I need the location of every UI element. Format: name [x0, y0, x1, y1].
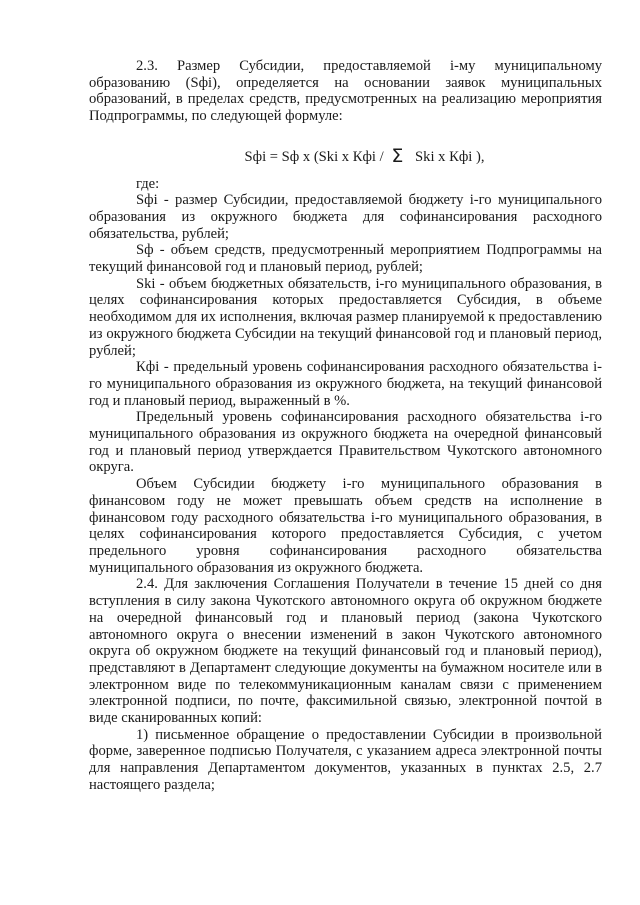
subsidy-formula [89, 144, 602, 167]
paragraph-volume: Объем Субсидии бюджету i-го муниципального образования в финансовом году не может превышать объем средств на исполнение в финансовом году расходного обязательства i-го муниципального образования, в целях софинансирования которого предоставляется Субсидия, с учетом предельного уровня софинансирования расходного обязательства муниципального образования из окружного бюджета. [89, 476, 602, 576]
definition-ski: Ski - объем бюджетных обязательств, i-го муниципального образования, в целях софинансирования которых предоставляется Субсидия, в объеме необходимом для их исполнения, включая размер планируемой к предоставлению из окружного бюджета Субсидии на текущий финансовой год и плановый период, рублей; [89, 275, 602, 359]
definition-sf: Sф - объем средств, предусмотренный мероприятием Подпрограммы на текущий финансовой год и плановый период, рублей; [89, 242, 602, 276]
paragraph-2-3: 2.3. Размер Субсидии, предоставляемой i-му муниципальному образованию (Sфi), определяется на основании заявок муниципальных образований, в пределах средств, предусмотренных на реализацию мероприятия Подпрограммы, по следующей формуле: [89, 58, 602, 125]
paragraph-2-4: 2.4. Для заключения Соглашения Получатели в течение 15 дней со дня вступления в силу закона Чукотского автономного округа об окружном бюджете на очередной финансовый год и плановый период (закона Чукотского автономного округа о внесении изменений в закон Чукотского автономного округа об окружном бюджете на текущий финансовый год и плановый период), представляют в Департамент следующие документы на бумажном носителе или в электронном виде по телекоммуникационным каналам связи с применением электронной подписи, по почте, факсимильной связью, электронной почтой в виде сканированных копий: [89, 576, 602, 727]
definition-sfi: Sфi - размер Субсидии, предоставляемой бюджету i-го муниципального образования из окружного бюджета для софинансирования расходного обязательства, рублей; [89, 192, 602, 242]
paragraph-limit: Предельный уровень софинансирования расходного обязательства i-го муниципального образования из окружного бюджета на очередной финансовый год и плановый период утверждается Правительством Чукотского автономного округа. [89, 409, 602, 476]
formula-right: Ski x Кфi ), [415, 148, 485, 165]
definition-kfi: Кфi - предельный уровень софинансирования расходного обязательства i-го муниципального образования из окружного бюджета, на текущий финансовой год и плановый период, выраженный в %. [89, 359, 602, 409]
sigma-symbol: Σ [391, 144, 404, 167]
document-page [89, 58, 602, 794]
where-label: где: [136, 175, 160, 192]
formula-left: Sфi = Sф x (Ski x Кфi / [244, 148, 384, 165]
list-item-1: 1) письменное обращение о предоставлении Субсидии в произвольной форме, заверенное подписью Получателя, с указанием адреса электронной почты для направления Департаментом документов, указанных в пунктах 2.5, 2.7 настоящего раздела; [89, 726, 602, 793]
